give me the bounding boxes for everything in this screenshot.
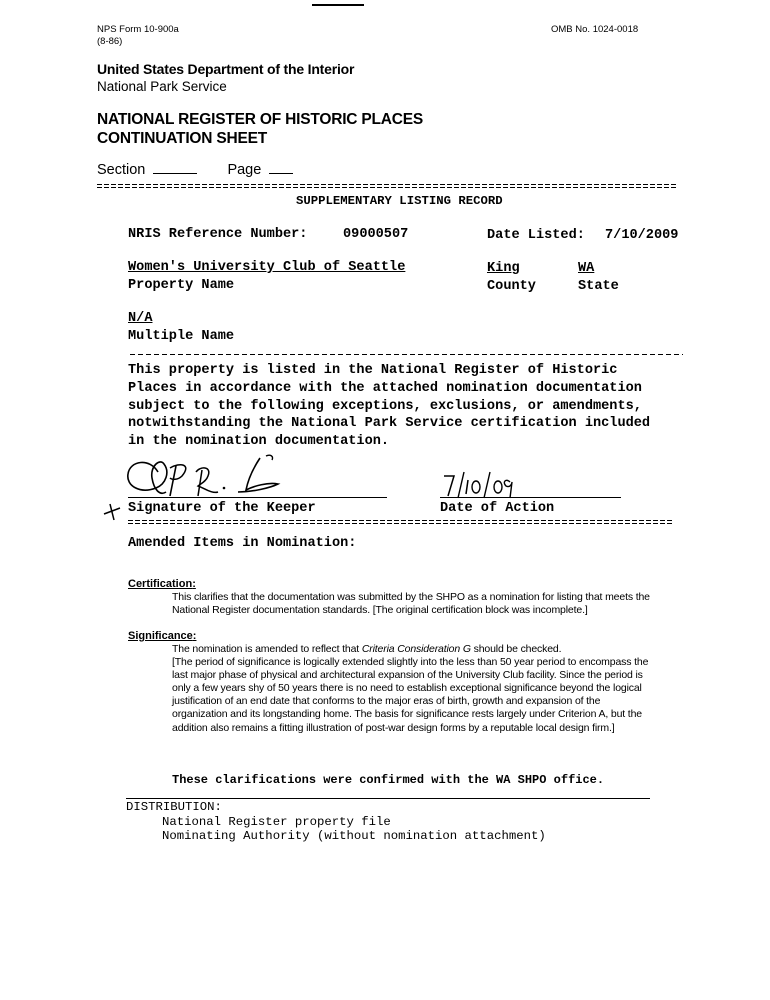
property-name-value: Women's University Club of Seattle bbox=[128, 260, 406, 275]
register-title: NATIONAL REGISTER OF HISTORIC PLACES bbox=[97, 111, 424, 128]
statement-line: Places in accordance with the attached nomination documentation bbox=[128, 380, 642, 396]
signature-label: Signature of the Keeper bbox=[128, 501, 316, 516]
significance-first-line: The nomination is amended to reflect that Criteria Consideration G should be checked. bbox=[172, 643, 562, 655]
state-label: State bbox=[578, 279, 619, 294]
distribution-heading: DISTRIBUTION: bbox=[126, 800, 222, 814]
double-rule-bottom bbox=[128, 520, 674, 524]
significance-body bbox=[172, 643, 648, 735]
county-value: King bbox=[487, 261, 520, 276]
handwritten-action-date bbox=[440, 470, 520, 500]
nris-value: 09000507 bbox=[343, 227, 409, 242]
statement-line: This property is listed in the National Register of Historic bbox=[128, 363, 618, 378]
nris-label: NRIS Reference Number: bbox=[128, 227, 308, 242]
date-listed-value: 7/10/2009 bbox=[605, 228, 679, 243]
date-of-action-label: Date of Action bbox=[440, 501, 555, 516]
state-value: WA bbox=[578, 261, 595, 276]
significance-heading: Significance: bbox=[128, 630, 197, 642]
significance-line: [The period of significance is logically extended slightly into the less than 50 year period to encompass the bbox=[172, 656, 649, 669]
amended-heading: Amended Items in Nomination: bbox=[128, 536, 357, 551]
section-page-line bbox=[97, 161, 293, 178]
double-rule-top bbox=[97, 184, 677, 188]
page-blank bbox=[269, 161, 293, 174]
multiple-name-value: N/A bbox=[128, 311, 153, 326]
statement-line: in the nomination documentation. bbox=[128, 434, 390, 450]
distribution-item: Nominating Authority (without nomination attachment) bbox=[162, 829, 546, 843]
form-number: NPS Form 10-900a bbox=[97, 24, 179, 35]
check-mark bbox=[102, 500, 122, 522]
form-date: (8-86) bbox=[97, 36, 123, 47]
certification-body bbox=[172, 591, 650, 617]
page-label: Page bbox=[227, 162, 262, 178]
property-name-label: Property Name bbox=[128, 278, 235, 293]
agency-name: National Park Service bbox=[97, 79, 227, 94]
significance-line: addition also remains a fitting illustration of post-war design forms by a reputable local design firm.] bbox=[172, 721, 615, 734]
statement-line: notwithstanding the National Park Service certification included bbox=[128, 416, 651, 432]
section-label: Section bbox=[97, 162, 146, 178]
distribution-item: National Register property file bbox=[162, 815, 391, 829]
omb-number: OMB No. 1024-0018 bbox=[551, 24, 639, 35]
listing-statement bbox=[128, 362, 718, 451]
distribution-rule bbox=[126, 798, 650, 799]
dashed-separator bbox=[130, 354, 683, 355]
keeper-signature bbox=[120, 452, 305, 502]
top-scan-mark bbox=[312, 4, 364, 6]
county-label: County bbox=[487, 279, 536, 294]
signature-line bbox=[128, 497, 387, 498]
significance-line: justification of an end date that conforms to the major eras of birth, growth and expansion of the bbox=[172, 695, 601, 708]
department-name: United States Department of the Interior bbox=[97, 61, 355, 77]
date-listed-label: Date Listed: bbox=[487, 228, 585, 243]
certification-line: This clarifies that the documentation was submitted by the SHPO as a nomination for listing that meets the bbox=[172, 591, 650, 603]
significance-line: organization and its longstanding home. The basis for significance rests largely under Criterion A, but the bbox=[172, 708, 642, 721]
statement-line: subject to the following exceptions, exclusions, or amendments, bbox=[128, 398, 642, 414]
multiple-name-label: Multiple Name bbox=[128, 329, 235, 344]
record-title: SUPPLEMENTARY LISTING RECORD bbox=[296, 194, 503, 208]
continuation-title: CONTINUATION SHEET bbox=[97, 130, 268, 147]
certification-heading: Certification: bbox=[128, 578, 196, 590]
closing-note: These clarifications were confirmed with the WA SHPO office. bbox=[172, 773, 605, 787]
certification-line: National Register documentation standards. [The original certification block was incomplete.] bbox=[172, 604, 588, 617]
significance-line: only a few years shy of 50 years there is no need to establish exceptional significance beyond the logical bbox=[172, 682, 642, 695]
significance-line: last major phase of physical and architectural expansion of the University Club facility. Since the period is bbox=[172, 669, 643, 682]
section-blank bbox=[153, 161, 197, 174]
date-line bbox=[440, 497, 621, 498]
